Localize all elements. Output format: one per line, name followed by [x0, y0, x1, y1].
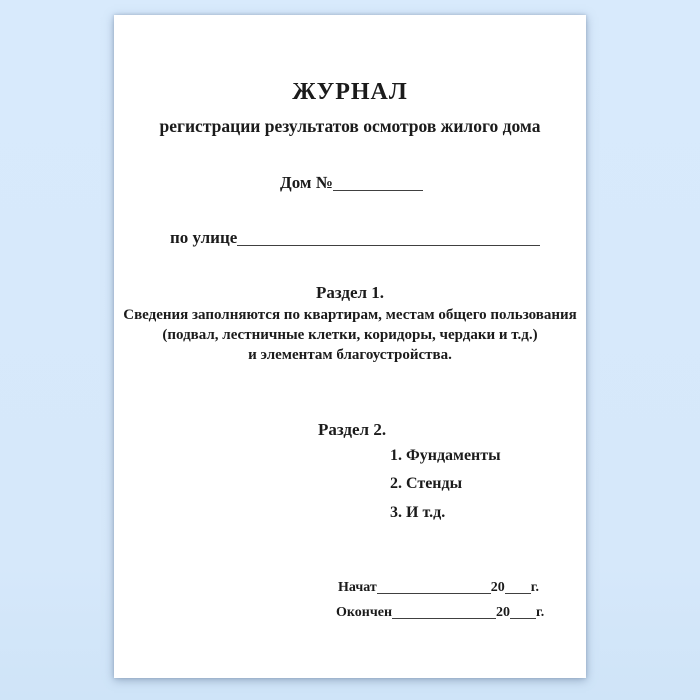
section2-heading: Раздел 2.	[318, 420, 387, 439]
house-number-label: Дом №	[280, 173, 333, 192]
finished-row	[336, 604, 544, 621]
started-year-prefix: 20	[490, 580, 505, 595]
street-row	[170, 228, 540, 248]
section1-description-line1: Сведения заполняются по квартирам, местам общего пользования	[123, 307, 577, 323]
street-blank	[237, 235, 540, 246]
started-year-suffix: г.	[530, 580, 540, 595]
house-number-row	[280, 173, 423, 193]
document-page	[114, 15, 586, 678]
section2-list-item: 2. Стенды	[390, 475, 463, 492]
started-row	[338, 579, 539, 596]
section1-description-line2: (подвал, лестничные клетки, коридоры, чердаки и т.д.)	[162, 327, 538, 343]
finished-label: Окончен	[336, 605, 393, 620]
started-date-blank	[377, 584, 491, 594]
document-subtitle: регистрации результатов осмотров жилого дома	[159, 116, 541, 136]
section2-list-item: 1. Фундаменты	[390, 447, 501, 464]
started-label: Начат	[338, 580, 377, 595]
house-number-blank	[333, 180, 423, 191]
started-year-blank	[505, 584, 531, 594]
street-label: по улице	[170, 228, 238, 247]
finished-year-suffix: г.	[536, 605, 545, 620]
section1-description-line3: и элементам благоустройства.	[248, 347, 452, 363]
section2-list-item: 3. И т.д.	[390, 504, 446, 521]
document-title: ЖУРНАЛ	[292, 79, 408, 105]
finished-date-blank	[392, 609, 496, 619]
section1-heading: Раздел 1.	[315, 283, 385, 302]
finished-year-blank	[510, 609, 536, 619]
finished-year-prefix: 20	[496, 605, 511, 620]
